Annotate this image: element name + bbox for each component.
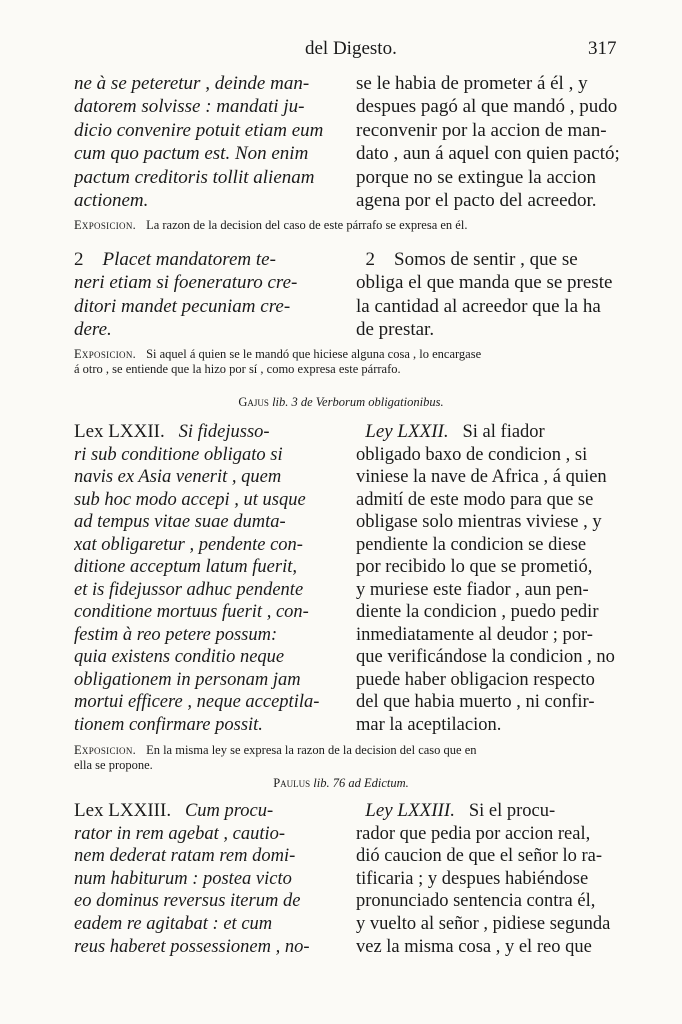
exposition-text: En la misma ley se expresa la razon de la decision del caso que en bbox=[146, 743, 477, 757]
spanish-column bbox=[356, 421, 624, 736]
page-number: 317 bbox=[588, 38, 617, 59]
latin-line: ditione acceptum latum fuerit, bbox=[74, 557, 297, 577]
latin-line bbox=[74, 421, 342, 444]
latin-line: festim à reo petere possum: bbox=[74, 624, 278, 645]
spanish-line: pronunciado sentencia contra él, bbox=[356, 891, 596, 912]
spanish-line: admití de este modo para que se bbox=[356, 489, 594, 510]
spanish-line: obligase solo mientras viviese , y bbox=[356, 512, 602, 532]
latin-line: navis ex Asia venerit , quem bbox=[74, 467, 282, 487]
latin-line: tionem confirmare possit. bbox=[74, 714, 263, 735]
page-header bbox=[0, 38, 682, 64]
spanish-line: se le habia de prometer á él , y bbox=[356, 73, 588, 94]
citation-text: lib. 76 ad Edictum. bbox=[313, 776, 409, 790]
latin-line: ad tempus vitae suae dumta- bbox=[74, 512, 286, 532]
latin-line: conditione mortuus fuerit , con- bbox=[74, 602, 309, 622]
latin-line bbox=[74, 248, 342, 271]
exposition-text: Si aquel á quien se le mandó que hiciese alguna cosa , lo encargase bbox=[146, 347, 482, 361]
latin-line: ri sub conditione obligato si bbox=[74, 444, 283, 465]
latin-line: nem dederat ratam rem domi- bbox=[74, 846, 296, 867]
spanish-line: pendiente la condicion se diese bbox=[356, 534, 587, 555]
spanish-line: dió caucion de que el señor lo ra- bbox=[356, 846, 603, 867]
latin-line: obligationem in personam jam bbox=[74, 669, 301, 690]
latin-column bbox=[74, 800, 342, 958]
latin-line: et is fidejussor adhuc pendente bbox=[74, 579, 304, 600]
ley-heading: Ley LXXIII. bbox=[365, 800, 455, 821]
latin-text: Si fidejusso- bbox=[178, 422, 270, 442]
latin-line: ditori mandet pecuniam cre- bbox=[74, 295, 291, 317]
latin-line bbox=[74, 800, 342, 823]
spanish-line: obliga el que manda que se preste bbox=[356, 272, 613, 294]
spanish-line: puede haber obligacion respecto bbox=[356, 669, 595, 690]
spanish-line: obligado baxo de condicion , si bbox=[356, 444, 588, 465]
spanish-line: tificaria ; y despues habiéndose bbox=[356, 868, 589, 889]
ley-heading: Ley LXXII. bbox=[365, 421, 449, 442]
exposition-1 bbox=[74, 218, 624, 233]
latin-line: sub hoc modo accepi , ut usque bbox=[74, 489, 306, 510]
exposition-2 bbox=[74, 347, 624, 377]
section-4 bbox=[74, 800, 624, 965]
spanish-line bbox=[356, 800, 624, 823]
latin-line: rator in rem agebat , cautio- bbox=[74, 823, 286, 844]
latin-line: dere. bbox=[74, 319, 112, 341]
latin-line: quia existens conditio neque bbox=[74, 647, 285, 667]
spanish-line: viniese la nave de Africa , á quien bbox=[356, 467, 607, 487]
spanish-text: Somos de sentir , que se bbox=[394, 249, 578, 270]
section-2 bbox=[74, 248, 624, 344]
spanish-line: por recibido lo que se prometió, bbox=[356, 557, 593, 577]
spanish-text: Si el procu- bbox=[468, 801, 556, 821]
exposition-label: Exposicion. bbox=[74, 347, 137, 361]
author-name: Paulus bbox=[273, 776, 311, 790]
spanish-line: la cantidad al acreedor que la ha bbox=[356, 295, 601, 317]
spanish-line: inmediatamente al deudor ; por- bbox=[356, 624, 593, 645]
spanish-line bbox=[356, 248, 624, 271]
exposition-line: á otro , se entiende que la hizo por sí , como expresa este párrafo. bbox=[74, 362, 401, 376]
latin-column bbox=[74, 248, 342, 342]
latin-line: datorem solvisse : mandati ju- bbox=[74, 96, 305, 118]
latin-line: ne à se peteretur , deinde man- bbox=[74, 73, 310, 94]
latin-line: num habiturum : postea victo bbox=[74, 868, 292, 889]
latin-text: Cum procu- bbox=[184, 801, 274, 821]
spanish-line: del que habia muerto , ni confir- bbox=[356, 692, 595, 712]
latin-line: actionem. bbox=[74, 190, 149, 212]
latin-line: neri etiam si foeneraturo cre- bbox=[74, 272, 298, 294]
spanish-line: que verificándose la condicion , no bbox=[356, 647, 615, 667]
paragraph-number: 2 bbox=[365, 249, 375, 270]
exposition-line bbox=[74, 347, 624, 362]
latin-line: eo dominus reversus iterum de bbox=[74, 891, 301, 912]
paragraph-number: 2 bbox=[74, 249, 84, 270]
spanish-line: porque no se extingue la accion bbox=[356, 166, 597, 188]
exposition-line: ella se propone. bbox=[74, 758, 153, 772]
spanish-line: y vuelto al señor , pidiese segunda bbox=[356, 913, 611, 934]
section-3 bbox=[74, 421, 624, 741]
spanish-line: vez la misma cosa , y el reo que bbox=[356, 936, 592, 957]
spanish-line: diente la condicion , puedo pedir bbox=[356, 602, 599, 622]
exposition-3 bbox=[74, 743, 624, 773]
latin-column bbox=[74, 72, 342, 212]
latin-line: eadem re agitabat : et cum bbox=[74, 913, 273, 934]
latin-line: dicio convenire potuit etiam eum bbox=[74, 119, 324, 141]
spanish-line: rador que pedia por accion real, bbox=[356, 823, 591, 844]
latin-line: cum quo pactum est. Non enim bbox=[74, 143, 309, 165]
citation-text: lib. 3 de Verborum obligationibus. bbox=[272, 395, 444, 409]
latin-column bbox=[74, 421, 342, 736]
latin-text: Placet mandatorem te- bbox=[102, 249, 276, 270]
latin-line: pactum creditoris tollit alienam bbox=[74, 166, 315, 188]
source-citation-2 bbox=[0, 776, 682, 791]
spanish-line: de prestar. bbox=[356, 319, 435, 341]
lex-heading: Lex LXXII. bbox=[74, 421, 165, 442]
source-citation-1 bbox=[0, 395, 682, 410]
running-title: del Digesto. bbox=[305, 38, 397, 59]
exposition-line bbox=[74, 743, 624, 758]
exposition-text: La razon de la decision del caso de este párrafo se expresa en él. bbox=[146, 218, 468, 232]
spanish-column bbox=[356, 248, 624, 342]
spanish-line: y muriese este fiador , aun pen- bbox=[356, 579, 589, 600]
author-name: Gajus bbox=[238, 395, 269, 409]
spanish-column bbox=[356, 800, 624, 958]
spanish-line: dato , aun á aquel con quien pactó; bbox=[356, 143, 620, 165]
spanish-line: reconvenir por la accion de man- bbox=[356, 119, 607, 141]
section-1 bbox=[74, 72, 624, 212]
latin-line: mortui efficere , neque acceptila- bbox=[74, 692, 320, 712]
spanish-line: agena por el pacto del acreedor. bbox=[356, 190, 597, 212]
spanish-text: Si al fiador bbox=[462, 422, 545, 442]
spanish-line bbox=[356, 421, 624, 444]
latin-line: reus haberet possessionem , no- bbox=[74, 936, 310, 957]
lex-heading: Lex LXXIII. bbox=[74, 800, 172, 821]
latin-line: xat obligaretur , pendente con- bbox=[74, 534, 303, 555]
exposition-label: Exposicion. bbox=[74, 218, 137, 232]
spanish-line: despues pagó al que mandó , pudo bbox=[356, 96, 618, 118]
exposition-label: Exposicion. bbox=[74, 743, 137, 757]
spanish-column bbox=[356, 72, 624, 212]
spanish-line: mar la aceptilacion. bbox=[356, 714, 502, 735]
